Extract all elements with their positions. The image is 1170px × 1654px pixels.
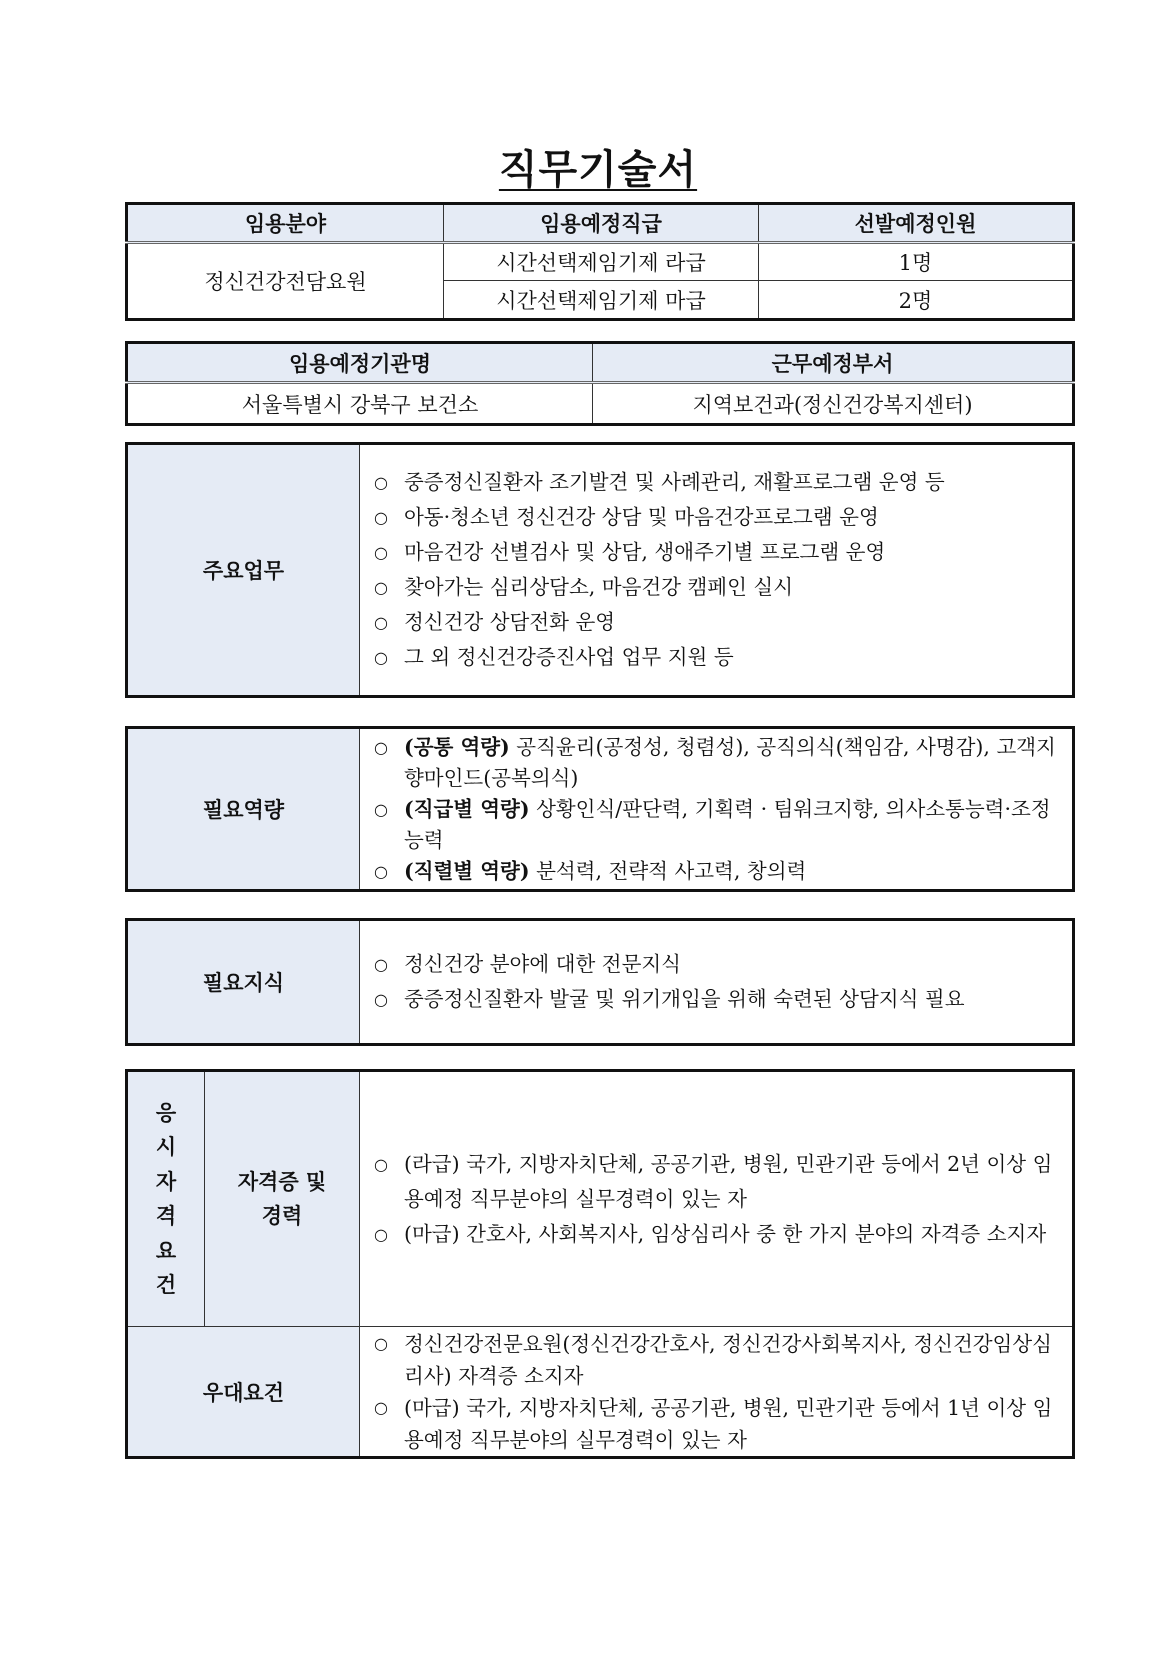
qualifications-row bbox=[127, 1071, 1074, 1327]
organization-header-row bbox=[127, 343, 1074, 383]
preferences-row bbox=[127, 1327, 1074, 1458]
preferences-label: 우대요건 bbox=[127, 1327, 360, 1458]
list-item: ○ 그 외 정신건강증진사업 업무 지원 등 bbox=[374, 640, 1062, 675]
list-item: ○ 아동·청소년 정신건강 상담 및 마음건강프로그램 운영 bbox=[374, 500, 1062, 535]
competency-tag: (공통 역량) bbox=[404, 734, 510, 759]
list-item: ○ 정신건강전문요원(정신건강간호사, 정신건강사회복지사, 정신건강임상심리사) 자격증 소지자 bbox=[374, 1328, 1066, 1392]
list-item: ○ 정신건강 상담전화 운영 bbox=[374, 605, 1062, 640]
main-duties-table bbox=[125, 442, 1075, 698]
eligibility-char: 격 bbox=[155, 1204, 177, 1228]
recruitment-header-row bbox=[127, 204, 1074, 243]
preferences-content bbox=[360, 1327, 1074, 1458]
department-value: 지역보건과(정신건강복지센터) bbox=[593, 383, 1074, 425]
main-duties-label: 주요업무 bbox=[127, 444, 360, 697]
grade-value: 시간선택제임기제 라급 bbox=[444, 243, 759, 281]
document-title: 직무기술서 bbox=[498, 147, 698, 193]
list-item: ○ (마급) 국가, 지방자치단체, 공공기관, 병원, 민관기관 등에서 1년 이상 임용예정 직무분야의 실무경력이 있는 자 bbox=[374, 1392, 1066, 1456]
header-grade: 임용예정직급 bbox=[444, 204, 759, 243]
list-item: ○ (마급) 간호사, 사회복지사, 임상심리사 중 한 가지 분야의 자격증 소지자 bbox=[374, 1217, 1062, 1252]
table-row bbox=[127, 383, 1074, 425]
competencies-table bbox=[125, 726, 1075, 892]
list-item: ○ 찾아가는 심리상담소, 마음건강 캠페인 실시 bbox=[374, 570, 1062, 605]
list-item: ○ 마음건강 선별검사 및 상담, 생애주기별 프로그램 운영 bbox=[374, 535, 1062, 570]
header-count: 선발예정인원 bbox=[759, 204, 1074, 243]
list-item bbox=[374, 732, 1066, 794]
eligibility-char: 건 bbox=[155, 1273, 177, 1297]
qualifications-content bbox=[360, 1071, 1074, 1327]
organization-table bbox=[125, 341, 1075, 426]
competencies-label: 필요역량 bbox=[127, 728, 360, 891]
label-line: 자격증 및 bbox=[237, 1170, 327, 1194]
grade-value: 시간선택제임기제 마급 bbox=[444, 281, 759, 320]
knowledge-table bbox=[125, 918, 1075, 1046]
eligibility-group-label bbox=[127, 1071, 205, 1327]
count-value: 1명 bbox=[759, 243, 1074, 281]
competency-text: 분석력, 전략적 사고력, 창의력 bbox=[529, 858, 807, 883]
count-value: 2명 bbox=[759, 281, 1074, 320]
eligibility-char: 응 bbox=[155, 1100, 177, 1125]
list-item: ○ 정신건강 분야에 대한 전문지식 bbox=[374, 947, 1062, 982]
knowledge-content bbox=[360, 920, 1074, 1045]
certification-experience-label bbox=[205, 1071, 360, 1327]
knowledge-label: 필요지식 bbox=[127, 920, 360, 1045]
competency-text: 상황인식/판단력, 기획력 · 팀워크지향, 의사소통능력·조정능력 bbox=[404, 796, 1051, 852]
list-item: ○ (라급) 국가, 지방자치단체, 공공기관, 병원, 민관기관 등에서 2년 이상 임용예정 직무분야의 실무경력이 있는 자 bbox=[374, 1147, 1062, 1217]
header-institution: 임용예정기관명 bbox=[127, 343, 593, 383]
header-field: 임용분야 bbox=[127, 204, 444, 243]
list-item: ○ 중증정신질환자 발굴 및 위기개입을 위해 숙련된 상담지식 필요 bbox=[374, 982, 1062, 1017]
field-value: 정신건강전담요원 bbox=[127, 243, 444, 320]
competency-tag: (직급별 역량) bbox=[404, 796, 530, 821]
recruitment-table bbox=[125, 202, 1075, 321]
institution-value: 서울특별시 강북구 보건소 bbox=[127, 383, 593, 425]
main-duties-content bbox=[360, 444, 1074, 697]
qualifications-table bbox=[125, 1069, 1075, 1459]
list-item bbox=[374, 794, 1066, 856]
eligibility-char: 요 bbox=[155, 1238, 177, 1263]
list-item bbox=[374, 856, 1066, 887]
eligibility-char: 자 bbox=[155, 1169, 177, 1194]
competency-text: 공직윤리(공정성, 청렴성), 공직의식(책임감, 사명감), 고객지향마인드(공복의식) bbox=[404, 734, 1056, 790]
header-department: 근무예정부서 bbox=[593, 343, 1074, 383]
eligibility-char: 시 bbox=[155, 1135, 177, 1159]
label-line: 경력 bbox=[261, 1204, 303, 1228]
table-row bbox=[127, 243, 1074, 281]
competencies-content bbox=[360, 728, 1074, 891]
list-item: ○ 중증정신질환자 조기발견 및 사례관리, 재활프로그램 운영 등 bbox=[374, 465, 1062, 500]
competency-tag: (직렬별 역량) bbox=[404, 858, 530, 883]
